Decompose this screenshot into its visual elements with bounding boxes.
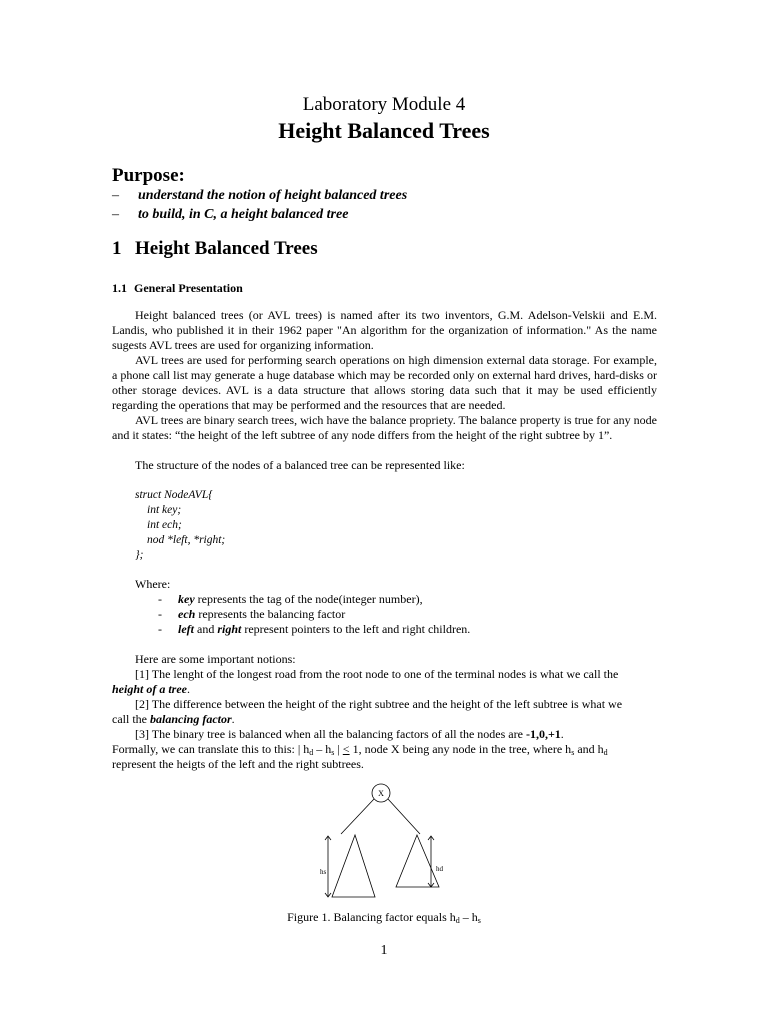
purpose-heading: Purpose:: [112, 165, 185, 186]
code-line: };: [135, 549, 144, 561]
root-node-label: X: [378, 789, 384, 798]
section-number: 1: [112, 238, 122, 259]
purpose-item: – understand the notion of height balanced trees: [112, 188, 408, 203]
balance-values: -1,0,+1: [525, 727, 561, 741]
list-item: - left and right represent pointers to the left and right children.: [158, 622, 471, 636]
subsection-number: 1.1: [112, 281, 127, 295]
avl-balance-figure: [300, 780, 470, 910]
notion-line: [2] The difference between the height of the right subtree and the height of the left subtree is what we: [135, 697, 623, 711]
hs-label: hs: [320, 868, 327, 876]
paragraph: AVL trees are binary search trees, wich have the balance propriety. The balance property is true for any node and it states: “the height of the left subtree of any node differs from the height of the right subtree by 1”.: [112, 413, 657, 442]
paragraph: Height balanced trees (or AVL trees) is named after its two inventors, G.M. Adelson-Velskii and E.M. Landis, who published it in their 1962 paper "An algorithm for the organization of information." As the name sugests AVL trees are used for organizing information.: [112, 308, 657, 352]
code-line: struct NodeAVL{: [135, 489, 213, 501]
code-block: [135, 488, 225, 563]
left-edge: [341, 799, 374, 834]
section-title: Height Balanced Trees: [135, 238, 318, 259]
section-heading: [112, 238, 318, 260]
page-title: Height Balanced Trees: [278, 118, 490, 143]
formal-line: Formally, we can translate this to this: | $h_d - h_s$ | < 1, node X being any node in the tree, where $h_s$ and $h_d$: [112, 742, 608, 757]
purpose-item: – to build, in C, a height balanced tree: [112, 207, 349, 222]
notion-line: height of a tree.: [112, 682, 190, 696]
notion-line: [3] The binary tree is balanced when all the balancing factors of all the nodes are -1,0,+1.: [135, 727, 564, 741]
paragraph: AVL trees are used for performing search operations on high dimension external data storage. For example, a phone call list may generate a huge database which may be recorded only on external hard drives, hard-disks or other storage devices. AVL is a data structure that allows storing data such that it may be used efficiently regarding the operations that may be performed and the resources that are needed.: [112, 353, 657, 412]
term: height of a tree: [112, 682, 187, 696]
right-subtree: [396, 835, 439, 887]
right-edge: [388, 799, 420, 834]
term: ech: [178, 607, 196, 621]
module-subtitle: Laboratory Module 4: [302, 94, 466, 115]
notion-line: call the balancing factor.: [112, 712, 235, 726]
code-line: nod *left, *right;: [147, 534, 226, 546]
purpose-item-text: to build, in C, a height balanced tree: [138, 207, 349, 222]
where-label: Where:: [135, 577, 171, 591]
page-number: 1: [380, 943, 388, 958]
list-item: - key represents the tag of the node(integer number),: [158, 592, 423, 606]
code-line: int key;: [147, 504, 182, 516]
term: balancing factor: [149, 712, 232, 726]
code-line: int ech;: [147, 519, 182, 531]
notions-intro: Here are some important notions:: [135, 652, 296, 666]
term: key: [178, 592, 195, 606]
subsection-title: General Presentation: [134, 281, 243, 295]
left-subtree: [332, 835, 375, 897]
notion-line: [1] The lenght of the longest road from the root node to one of the terminal nodes is what we call the: [135, 667, 619, 681]
term: left: [178, 622, 194, 636]
paragraph: The structure of the nodes of a balanced tree can be represented like:: [135, 458, 465, 472]
figure-caption: Figure 1. Balancing factor equals $h_d - h_s$: [287, 910, 481, 925]
hd-label: hd: [436, 865, 443, 873]
subsection-heading: [112, 281, 243, 296]
term: right: [217, 622, 242, 636]
purpose-item-text: understand the notion of height balanced trees: [138, 188, 408, 203]
list-item: - ech represents the balancing factor: [158, 607, 346, 621]
formal-line: represent the heigts of the left and the right subtrees.: [112, 757, 364, 771]
